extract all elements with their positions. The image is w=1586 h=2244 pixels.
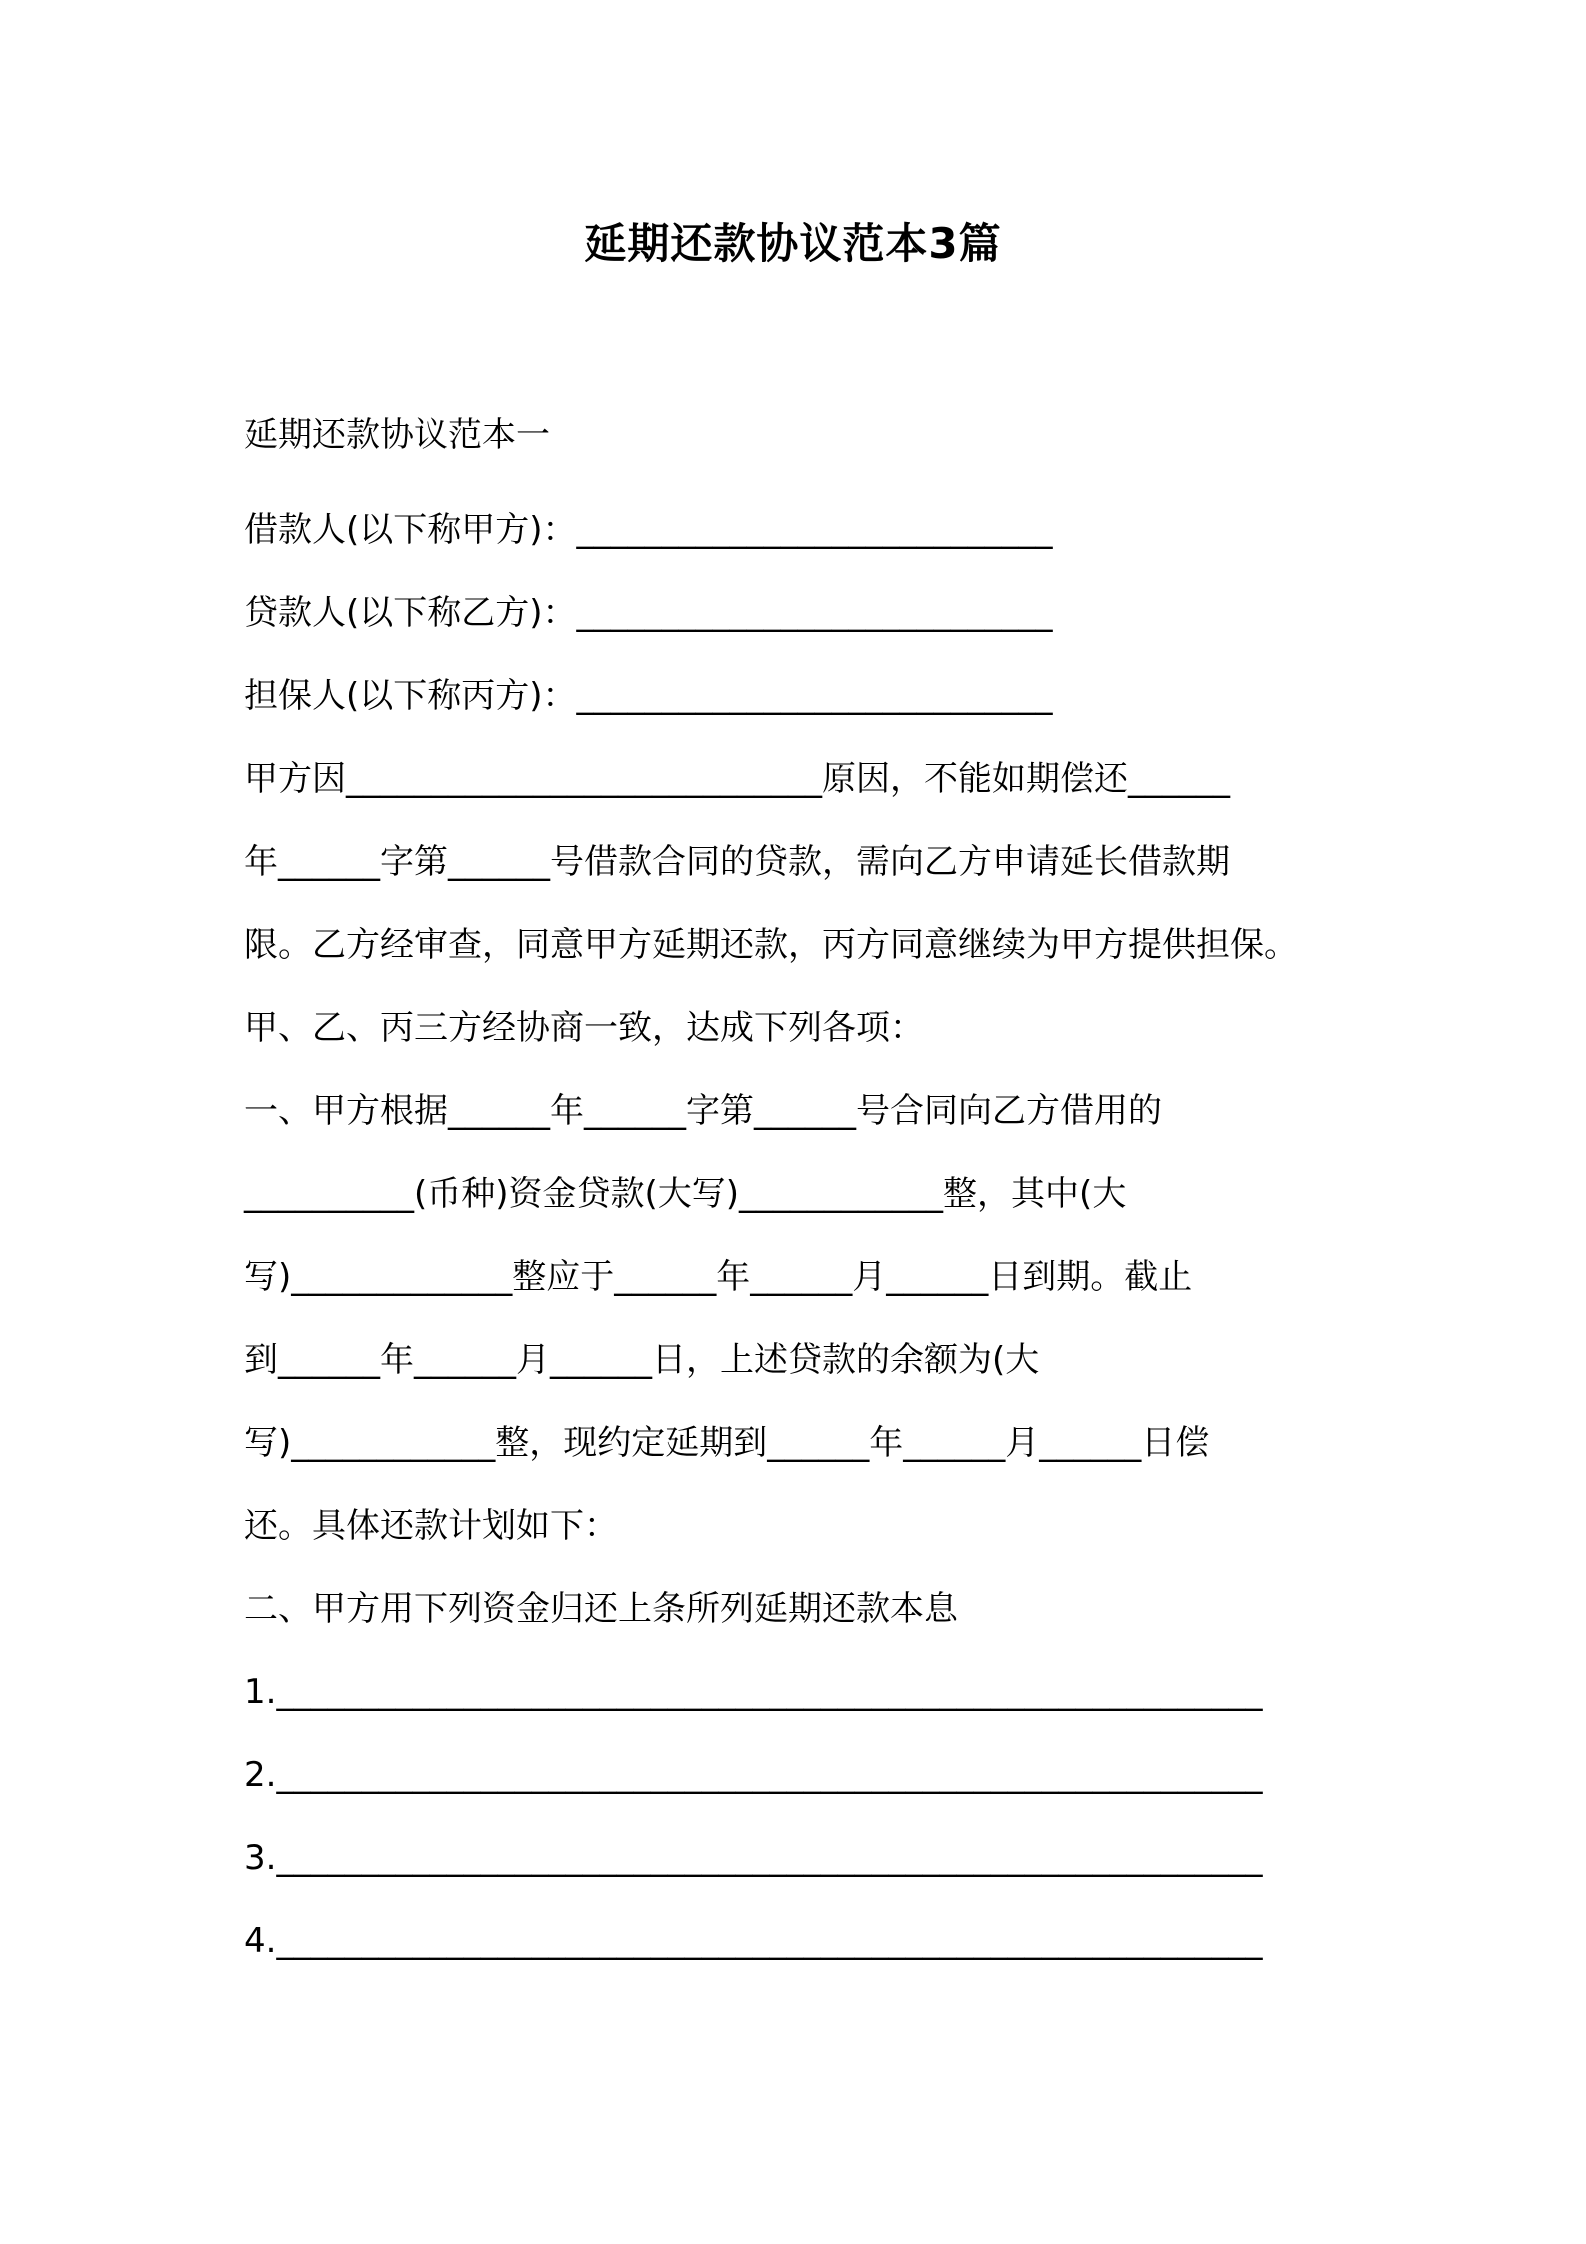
document-title: 延期还款协议范本3篇 [584,219,1002,268]
clause-two-heading: 二、甲方用下列资金归还上条所列延期还款本息 [244,1589,958,1629]
repayment-item-line: 3.__________________________________________________________ [244,1838,1263,1878]
clause-one-line: 到______年______月______日，上述贷款的余额为(大 [244,1340,1040,1380]
repayment-item-line: 2.__________________________________________________________ [244,1755,1263,1795]
party-borrower-line: 借款人(以下称甲方)：____________________________ [244,510,1053,550]
clause-one-line: 写)_____________整应于______年______月______日到期。截止 [244,1257,1193,1297]
section-heading: 延期还款协议范本一 [244,415,550,455]
repayment-item-line: 1.__________________________________________________________ [244,1672,1263,1712]
intro-line: 甲、乙、丙三方经协商一致，达成下列各项： [244,1008,924,1048]
party-guarantor-line: 担保人(以下称丙方)：____________________________ [244,676,1053,716]
intro-line: 甲方因____________________________原因，不能如期偿还______ [244,759,1230,799]
party-lender-line: 贷款人(以下称乙方)：____________________________ [244,593,1053,633]
intro-line: 限。乙方经审查，同意甲方延期还款，丙方同意继续为甲方提供担保。 [244,925,1298,965]
clause-one-line: __________(币种)资金贷款(大写)____________整，其中(大 [244,1174,1127,1214]
clause-one-line: 一、甲方根据______年______字第______号合同向乙方借用的 [244,1091,1162,1131]
clause-one-line: 还。具体还款计划如下： [244,1506,618,1546]
clause-one-line: 写)____________整，现约定延期到______年______月______日偿 [244,1423,1210,1463]
intro-line: 年______字第______号借款合同的贷款，需向乙方申请延长借款期 [244,842,1230,882]
repayment-item-line: 4.__________________________________________________________ [244,1921,1263,1961]
